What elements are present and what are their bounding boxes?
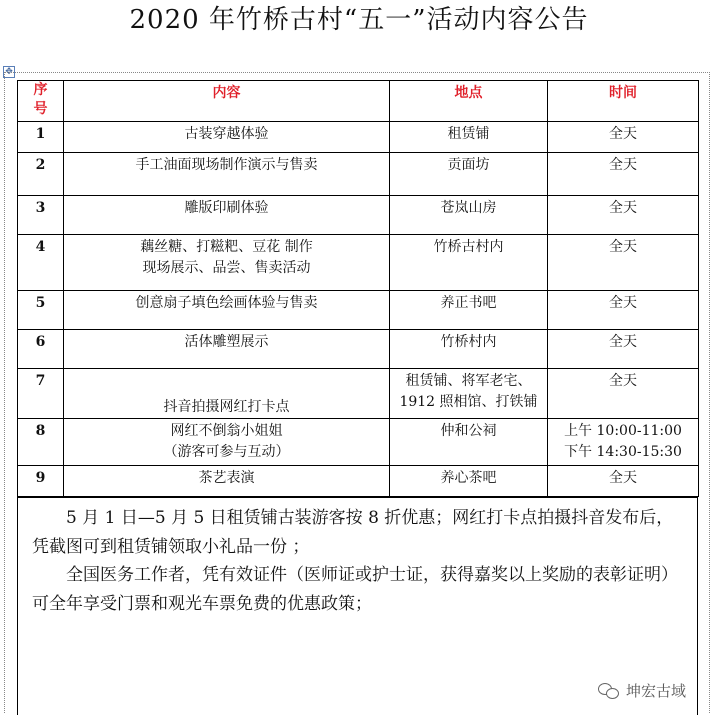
row-number: 8 [18, 419, 64, 466]
row-content: 藕丝糖、打糍粑、豆花 制作 现场展示、品尝、售卖活动 [64, 235, 390, 291]
table-row [18, 466, 699, 497]
table-row [18, 419, 699, 466]
row-place: 养心茶吧 [390, 466, 548, 497]
row-time: 全天 [548, 122, 699, 153]
notes-section [17, 497, 698, 715]
table-row [18, 369, 699, 419]
row-content: 茶艺表演 [64, 466, 390, 497]
row-time: 全天 [548, 153, 699, 196]
header-no: 序 号 [18, 81, 64, 122]
row-place: 竹桥古村内 [390, 235, 548, 291]
row-content: 手工油面现场制作演示与售卖 [64, 153, 390, 196]
table-row [18, 153, 699, 196]
row-place: 养正书吧 [390, 291, 548, 330]
row-time: 全天 [548, 291, 699, 330]
row-place: 租赁铺、将军老宅、 1912 照相馆、打铁铺 [390, 369, 548, 419]
row-time: 全天 [548, 369, 699, 419]
row-number: 5 [18, 291, 64, 330]
row-place: 贡面坊 [390, 153, 548, 196]
watermark-text: 坤宏古域 [626, 682, 687, 700]
row-number: 1 [18, 122, 64, 153]
table-row [18, 235, 699, 291]
row-content: 抖音拍摄网红打卡点 [64, 369, 390, 419]
row-place: 竹桥村内 [390, 330, 548, 369]
watermark [598, 680, 686, 701]
row-content: 网红不倒翁小姐姐 （游客可参与互动） [64, 419, 390, 466]
activity-table [17, 80, 699, 497]
row-number: 6 [18, 330, 64, 369]
row-content: 古装穿越体验 [64, 122, 390, 153]
table-header-row [18, 81, 699, 122]
row-time: 全天 [548, 330, 699, 369]
row-time: 全天 [548, 196, 699, 235]
table-row [18, 122, 699, 153]
row-place: 租赁铺 [390, 122, 548, 153]
row-content: 活体雕塑展示 [64, 330, 390, 369]
row-time: 全天 [548, 235, 699, 291]
row-number: 7 [18, 369, 64, 419]
header-time: 时间 [548, 81, 699, 122]
note-discount: 5 月 1 日—5 月 5 日租赁铺古装游客按 8 折优惠；网红打卡点拍摄抖音发布后，凭截图可到租赁铺领取小礼品一份 ； [32, 508, 674, 557]
table-row [18, 291, 699, 330]
table-row [18, 196, 699, 235]
row-time: 上午 10:00-11:00 下午 14:30-15:30 [548, 419, 699, 466]
table-body [18, 122, 699, 497]
row-content: 创意扇子填色绘画体验与售卖 [64, 291, 390, 330]
row-number: 3 [18, 196, 64, 235]
row-time: 全天 [548, 466, 699, 497]
row-number: 4 [18, 235, 64, 291]
move-anchor-icon[interactable]: ✥ [3, 66, 15, 78]
row-number: 9 [18, 466, 64, 497]
header-place: 地点 [390, 81, 548, 122]
row-place: 仲和公祠 [390, 419, 548, 466]
table-row [18, 330, 699, 369]
page-title: 2020 年竹桥古村“五一”活动内容公告 [129, 5, 589, 35]
row-content: 雕版印刷体验 [64, 196, 390, 235]
wechat-icon [598, 682, 620, 700]
note-medical: 全国医务工作者，凭有效证件（医师证或护士证，获得嘉奖以上奖励的表彰证明）可全年享受门票和观光车票免费的优惠政策； [32, 565, 678, 614]
row-number: 2 [18, 153, 64, 196]
header-content: 内容 [64, 81, 390, 122]
row-place: 苍岚山房 [390, 196, 548, 235]
